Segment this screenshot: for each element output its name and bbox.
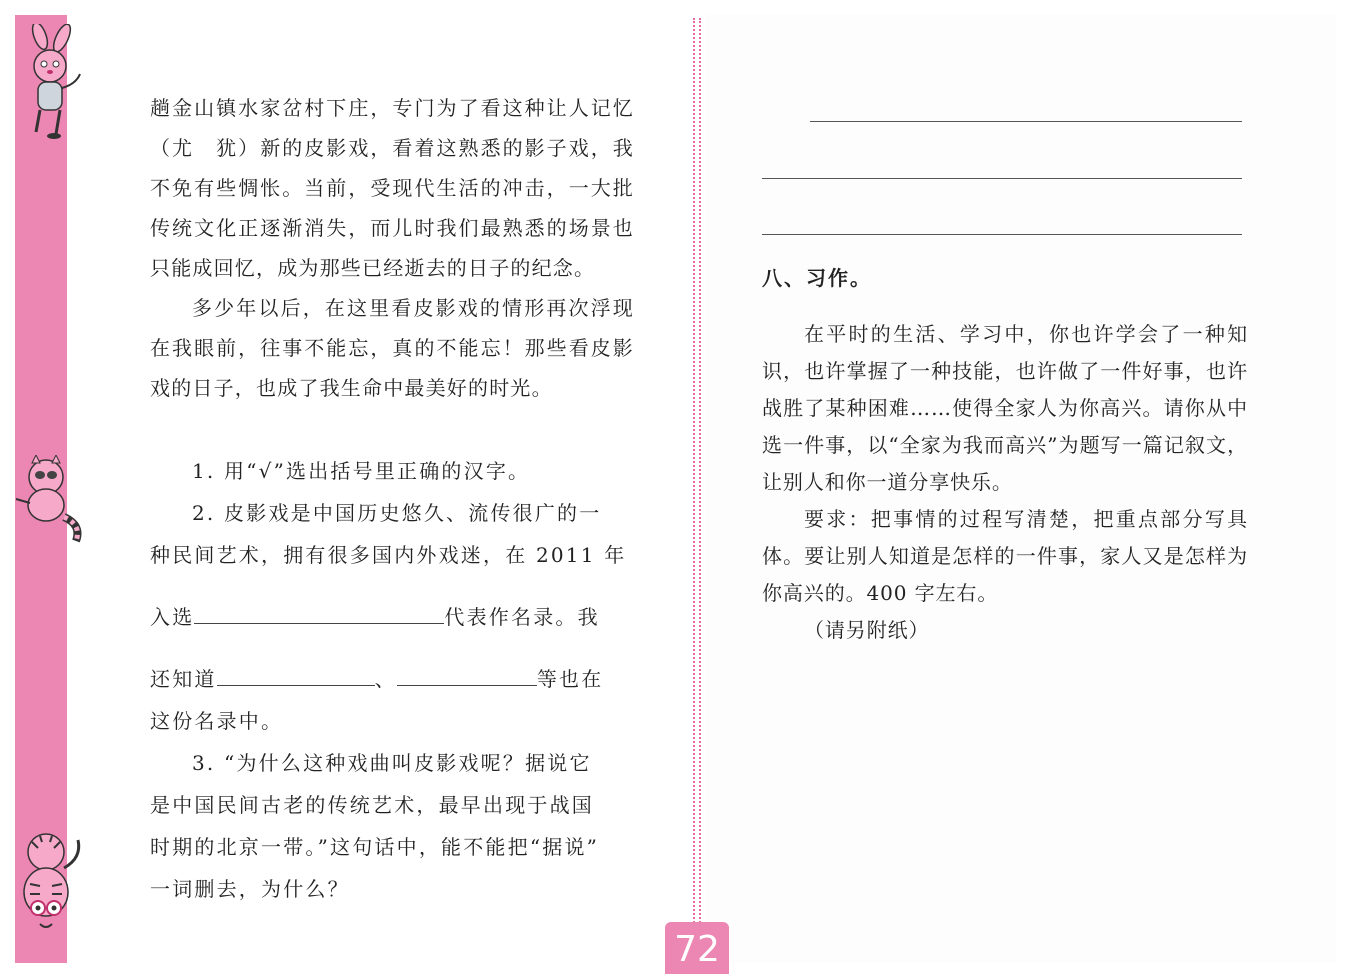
rabbit-mascot-icon (10, 24, 88, 142)
answer-blank[interactable] (397, 665, 537, 686)
answer-blank[interactable] (194, 603, 444, 624)
answer-line[interactable] (762, 178, 1242, 179)
question-3-line: 一词删去，为什么？ (150, 877, 350, 901)
question-2-line: 这份名录中。 (150, 709, 284, 733)
requirement-paragraph: 要求：把事情的过程写清楚，把重点部分写具体。要让别人知道是怎样的一件事，家人又是怎样为你高兴的。400 字左右。 (762, 507, 1248, 605)
section-title: 八、习作。 (762, 266, 872, 290)
tiger-mascot-icon (10, 828, 90, 940)
question-2-fill-line: 还知道 、 等也在 (150, 667, 604, 691)
passage-paragraph: 多少年以后，在这里看皮影戏的情形再次浮现在我眼前，往事不能忘，真的不能忘！那些看皮影戏的日子，也成了我生命中最美好的时光。 (150, 296, 634, 400)
answer-blank[interactable] (217, 665, 375, 686)
answer-line[interactable] (810, 121, 1242, 122)
question-3-line: 时期的北京一带。”这句话中，能不能把“据说” (150, 835, 600, 859)
raccoon-mascot-icon (10, 455, 92, 547)
page-divider (693, 18, 698, 958)
question-2-line: 种民间艺术，拥有很多国内外戏迷，在 2011 年 (150, 543, 627, 567)
writing-prompt (762, 316, 1248, 649)
prompt-paragraph: 在平时的生活、学习中，你也许学会了一种知识，也许掌握了一种技能，也许做了一件好事，也许战胜了某种困难……使得全家人为你高兴。请你从中选一件事，以“全家为我而高兴”为题写一篇记叙文，让别人和你一道分享快乐。 (762, 322, 1248, 494)
question-3-line: 3. “为什么这种戏曲叫皮影戏呢？据说它 (192, 751, 592, 775)
attach-paper-note: （请另附纸） (804, 618, 930, 642)
page-divider (699, 18, 704, 958)
question-1: 1. 用“√”选出括号里正确的汉字。 (192, 459, 531, 483)
passage-paragraph: 趟金山镇水家岔村下庄，专门为了看这种让人记忆（尤 犹）新的皮影戏，看着这熟悉的影子戏，我不免有些惆怅。当前，受现代生活的冲击，一大批传统文化正逐渐消失，而儿时我们最熟悉的场景也只能成回忆，成为那些已经逝去的日子的纪念。 (150, 96, 634, 280)
page-number: 72 (665, 922, 729, 974)
question-2-fill-line: 入选 代表作名录。我 (150, 605, 600, 629)
question-3-line: 是中国民间古老的传统艺术，最早出现于战国 (150, 793, 594, 817)
answer-line[interactable] (762, 234, 1242, 235)
question-2-line: 2. 皮影戏是中国历史悠久、流传很广的一 (192, 501, 602, 525)
left-page-content (150, 88, 634, 910)
